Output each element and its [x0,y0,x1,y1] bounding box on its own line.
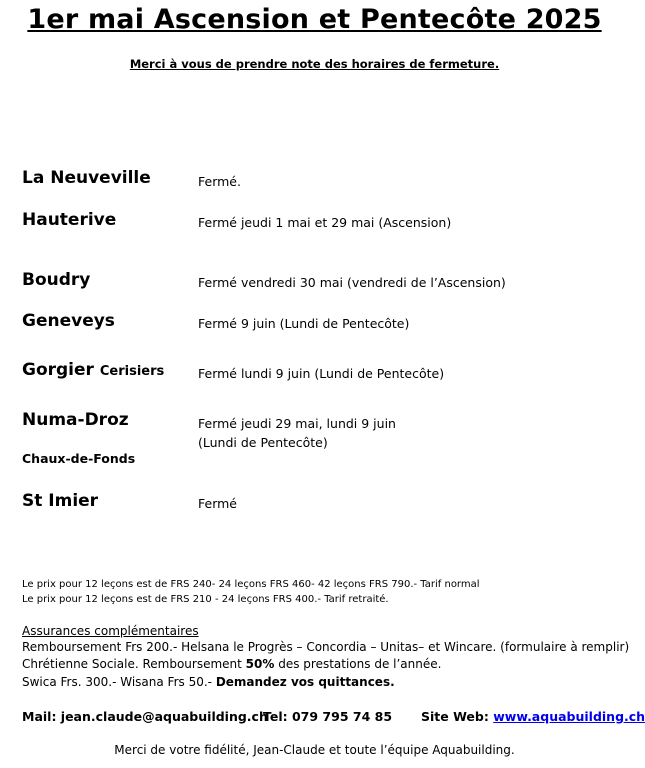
insurance-line-2 [22,657,441,671]
page-subtitle: Merci à vous de prendre note des horaires de fermeture. [129,57,500,71]
location-status-boudry: Fermé vendredi 30 mai (vendredi de l’Ascension) [198,275,506,290]
location-name-gorgier-sub: Cerisiers [99,364,165,379]
location-name-la-neuveville: La Neuveville [22,168,151,188]
price-line-retired: Le prix pour 12 leçons est de FRS 210 - 24 leçons FRS 400.- Tarif retraité. [22,594,389,605]
contact-tel: Tel: 079 795 74 85 [263,709,393,724]
page-title: 1er mai Ascension et Pentecôte 2025 [27,4,602,35]
location-name-gorgier [22,360,164,380]
price-line-normal: Le prix pour 12 leçons est de FRS 240- 24 leçons FRS 460- 42 leçons FRS 790.- Tarif normal [22,579,480,590]
location-status-la-neuveville: Fermé. [198,174,241,189]
insurance-line-3 [22,675,395,689]
location-sub-chaux-de-fonds: Chaux-de-Fonds [22,451,136,466]
website-link[interactable]: www.aquabuilding.ch [493,709,645,724]
location-status-gorgier: Fermé lundi 9 juin (Lundi de Pentecôte) [198,366,445,381]
location-name-gorgier-main: Gorgier [22,360,94,380]
location-status-numa-droz-line1: Fermé jeudi 29 mai, lundi 9 juin [198,416,396,431]
insurance-line-2-post: des prestations de l’année. [274,657,442,671]
insurance-line-2-bold: 50% [245,657,275,671]
location-status-numa-droz [198,414,396,452]
location-name-boudry: Boudry [22,270,91,290]
contact-site [421,709,645,724]
location-name-hauterive: Hauterive [22,210,117,230]
contact-mail: Mail: jean.claude@aquabuilding.ch [22,709,268,724]
location-status-hauterive: Fermé jeudi 1 mai et 29 mai (Ascension) [198,215,452,230]
location-status-numa-droz-line2: (Lundi de Pentecôte) [198,435,328,450]
location-name-geneveys: Geneveys [22,311,115,331]
contact-site-label: Site Web: [421,709,494,724]
insurance-line-1: Remboursement Frs 200.- Helsana le Progrès – Concordia – Unitas– et Wincare. (formulaire à remplir) [22,640,630,654]
insurance-line-3-bold: Demandez vos quittances. [215,675,395,689]
insurance-line-3-pre: Swica Frs. 300.- Wisana Frs 50.- [22,675,216,689]
location-status-st-imier: Fermé [198,496,237,511]
closing-message: Merci de votre fidélité, Jean-Claude et toute l’équipe Aquabuilding. [114,743,515,757]
location-name-st-imier: St Imier [22,491,99,511]
insurance-line-2-pre: Chrétienne Sociale. Remboursement [22,657,246,671]
location-status-geneveys: Fermé 9 juin (Lundi de Pentecôte) [198,316,410,331]
insurance-heading: Assurances complémentaires [22,624,199,638]
location-name-numa-droz: Numa-Droz [22,410,129,430]
